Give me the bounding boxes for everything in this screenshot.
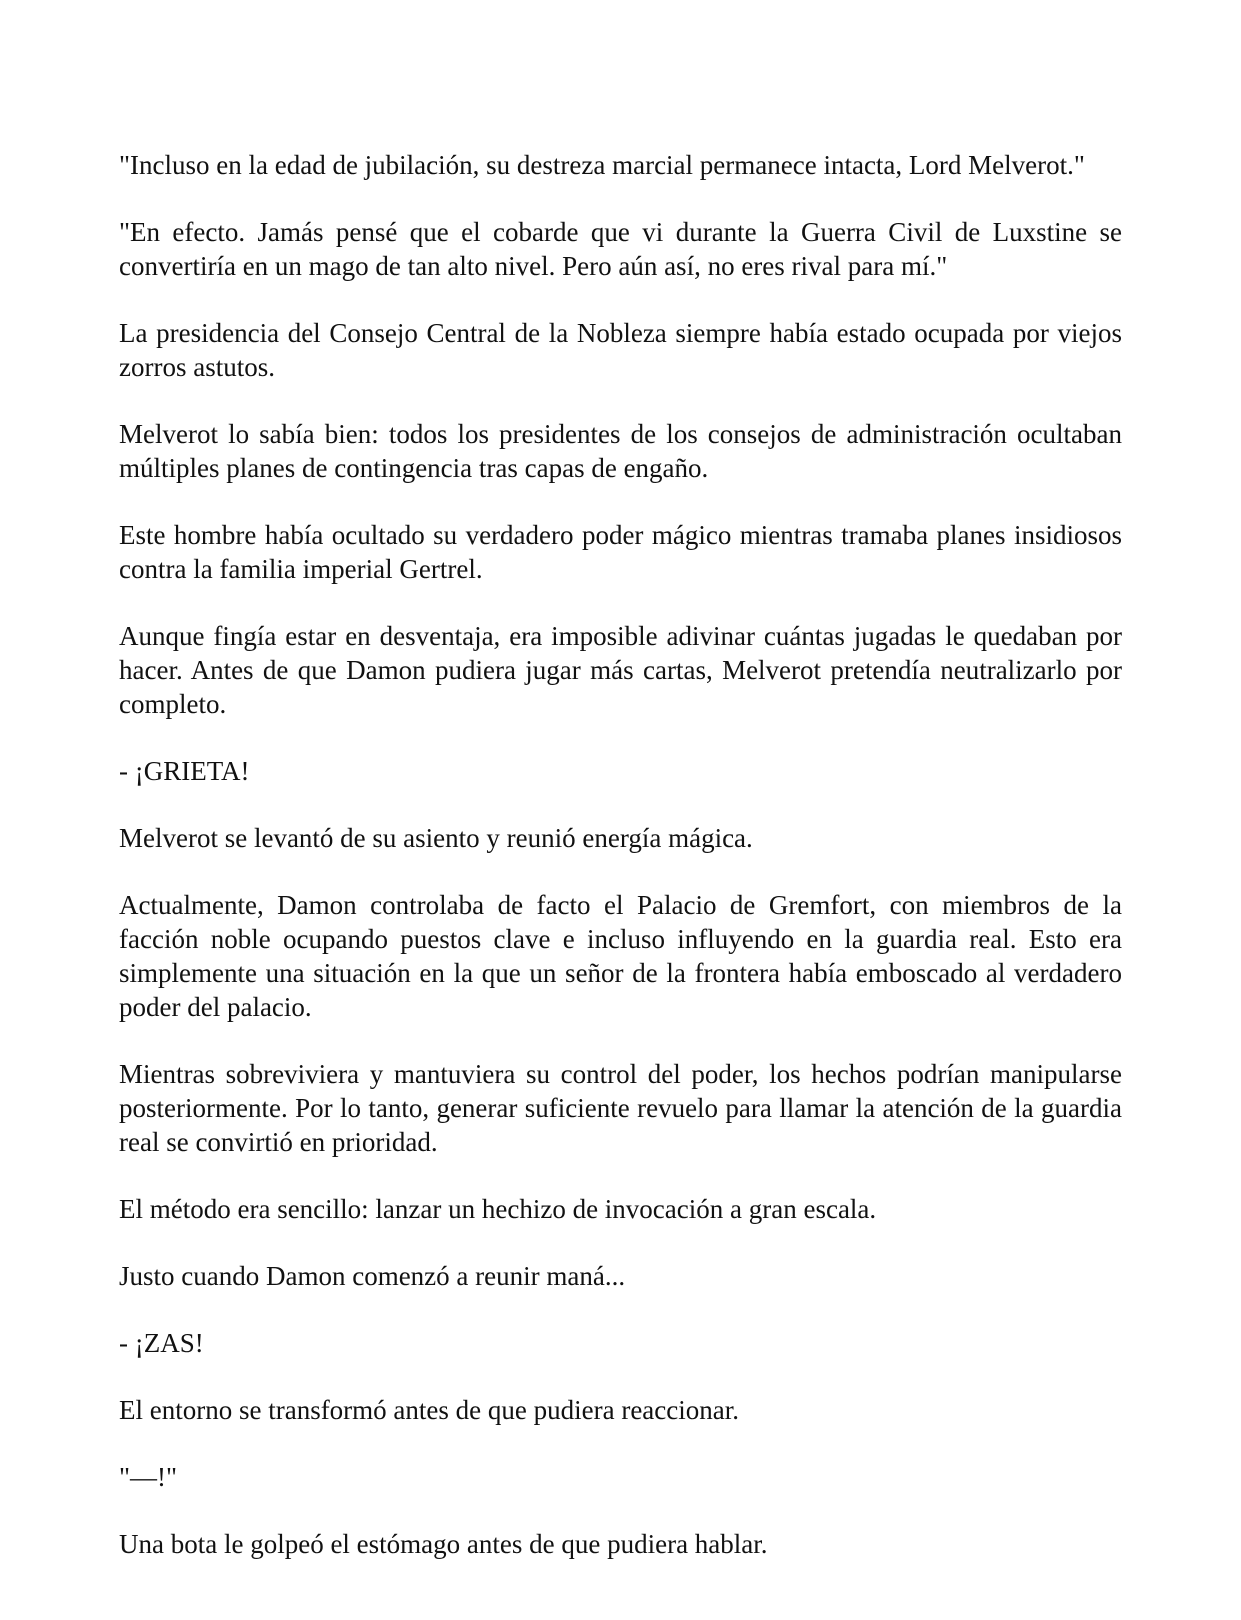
- paragraph: El método era sencillo: lanzar un hechizo de invocación a gran escala.: [119, 1194, 877, 1224]
- paragraph: Aunque fingía estar en desventaja, era imposible adivinar cuántas jugadas le quedaban por hacer. Antes de que Damon pudiera jugar más cartas, Melverot pretendía neutralizarlo por completo.: [119, 621, 1122, 719]
- paragraph: La presidencia del Consejo Central de la Nobleza siempre había estado ocupada por viejos zorros astutos.: [119, 318, 1122, 382]
- paragraph: "En efecto. Jamás pensé que el cobarde que vi durante la Guerra Civil de Luxstine se convertiría en un mago de tan alto nivel. Pero aún así, no eres rival para mí.": [119, 217, 1122, 281]
- document-page: [119, 148, 1122, 1561]
- paragraph: Mientras sobreviviera y mantuviera su control del poder, los hechos podrían manipularse posteriormente. Por lo tanto, generar suficiente revuelo para llamar la atención de la guardia real se convirtió en prioridad.: [119, 1059, 1122, 1157]
- paragraph: Melverot lo sabía bien: todos los presidentes de los consejos de administración ocultaban múltiples planes de contingencia tras capas de engaño.: [119, 419, 1122, 483]
- paragraph: Actualmente, Damon controlaba de facto el Palacio de Gremfort, con miembros de la facción noble ocupando puestos clave e incluso influyendo en la guardia real. Esto era simplemente una situación en la que un señor de la frontera había emboscado al verdadero poder del palacio.: [119, 890, 1122, 1022]
- paragraph: El entorno se transformó antes de que pudiera reaccionar.: [119, 1395, 739, 1425]
- sound-effect-line: - ¡ZAS!: [119, 1328, 204, 1358]
- paragraph: Una bota le golpeó el estómago antes de que pudiera hablar.: [119, 1529, 768, 1559]
- paragraph: Justo cuando Damon comenzó a reunir maná...: [119, 1261, 626, 1291]
- paragraph: "Incluso en la edad de jubilación, su destreza marcial permanece intacta, Lord Melverot.": [119, 150, 1085, 180]
- dialogue-line: "—!": [119, 1462, 178, 1492]
- paragraph: Melverot se levantó de su asiento y reunió energía mágica.: [119, 823, 753, 853]
- paragraph: Este hombre había ocultado su verdadero poder mágico mientras tramaba planes insidiosos contra la familia imperial Gertrel.: [119, 520, 1122, 584]
- sound-effect-line: - ¡GRIETA!: [119, 756, 250, 786]
